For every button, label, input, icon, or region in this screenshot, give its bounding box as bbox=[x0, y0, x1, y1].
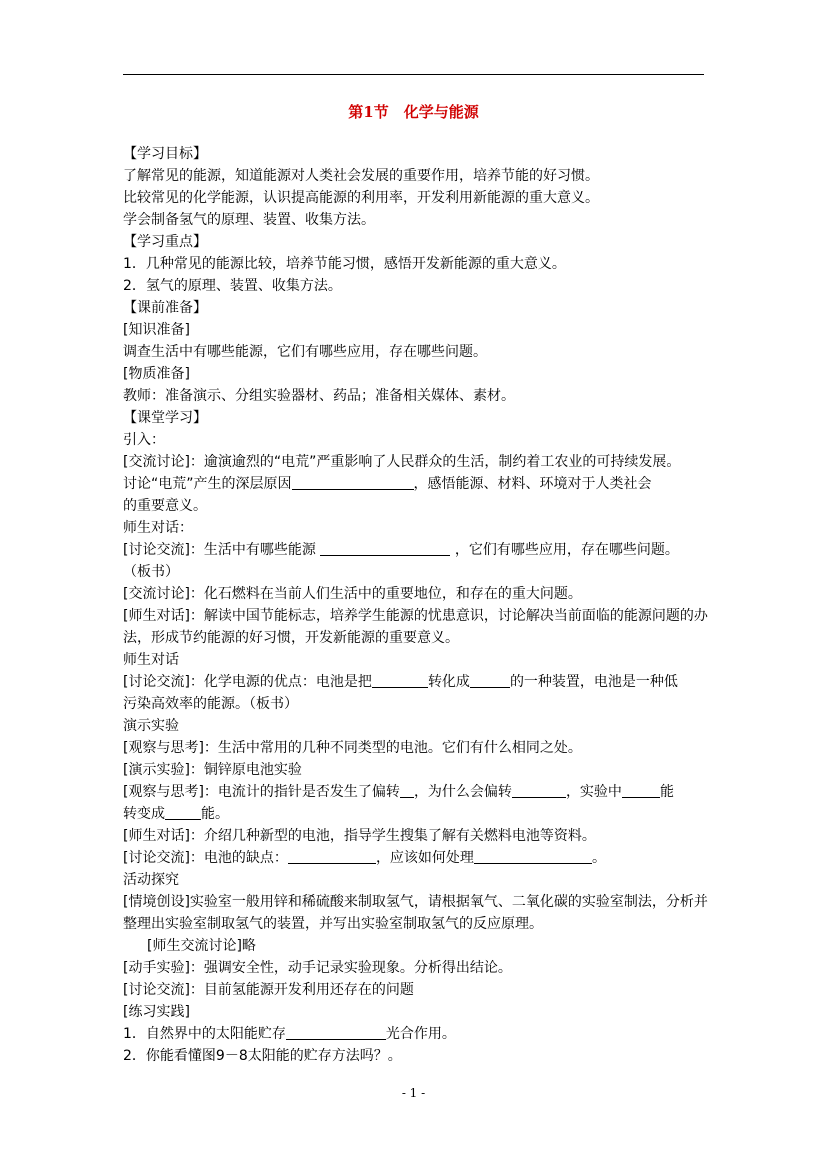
subheading-practice: [练习实践] bbox=[123, 1004, 190, 1020]
discussion-line: [师生对话]：介绍几种新型的电池，指导学生搜集了解有关燃料电池等资料。 bbox=[123, 828, 596, 844]
fill-blank[interactable] bbox=[400, 783, 414, 798]
intro-label: 引入： bbox=[123, 432, 165, 448]
dialog-label: 师生对话 bbox=[123, 652, 179, 668]
practice-item: 2．你能看懂图9－8太阳能的贮存方法吗？。 bbox=[123, 1048, 402, 1064]
objective-item: 学会制备氢气的原理、装置、收集方法。 bbox=[123, 212, 375, 228]
material-text: 教师：准备演示、分组实验器材、药品；准备相关媒体、素材。 bbox=[123, 388, 515, 404]
section-heading-objectives: 【学习目标】 bbox=[123, 146, 207, 162]
dialog-label: 师生对话： bbox=[123, 520, 193, 536]
practice-item: 1．自然界中的太阳能贮存 光合作用。 bbox=[123, 1026, 456, 1042]
discussion-paragraph: [情境创设]实验室一般用锌和稀硫酸来制取氢气，请根据氧气、二氧化碳的实验室制法，分析并整理出实验室制取氢气的装置，并写出实验室制取氢气的反应原理。 bbox=[123, 894, 708, 932]
board-note: （板书） bbox=[123, 564, 179, 580]
fill-blank[interactable] bbox=[372, 673, 428, 688]
section-heading-prep: 【课前准备】 bbox=[123, 300, 207, 316]
fill-blank[interactable] bbox=[288, 849, 376, 864]
discussion-line: [动手实验]：强调安全性，动手记录实验现象。分析得出结论。 bbox=[123, 960, 512, 976]
discussion-line: [师生交流讨论]略 bbox=[147, 938, 256, 954]
objective-item: 比较常见的化学能源，认识提高能源的利用率，开发利用新能源的重大意义。 bbox=[123, 190, 599, 206]
section-heading-keypoints: 【学习重点】 bbox=[123, 234, 207, 250]
knowledge-text: 调查生活中有哪些能源，它们有哪些应用，存在哪些问题。 bbox=[123, 344, 487, 360]
activity-label: 活动探究 bbox=[123, 872, 179, 888]
discussion-line: 转变成 能。 bbox=[123, 806, 229, 822]
discussion-line: 的重要意义。 bbox=[123, 498, 207, 514]
fill-blank[interactable] bbox=[320, 541, 450, 556]
discussion-line: [讨论交流]：电池的缺点： ，应该如何处理 。 bbox=[123, 850, 606, 866]
page-number: - 1 - bbox=[401, 1086, 426, 1100]
discussion-line: [讨论交流]：目前氢能源开发利用还存在的问题 bbox=[123, 982, 414, 998]
discussion-line: [演示实验]：铜锌原电池实验 bbox=[123, 762, 302, 778]
keypoint-item: 2．氢气的原理、装置、收集方法。 bbox=[123, 278, 342, 294]
document-body bbox=[123, 143, 709, 1067]
fill-blank[interactable] bbox=[512, 783, 566, 798]
fill-blank[interactable] bbox=[286, 1025, 386, 1040]
subheading-knowledge: [知识准备] bbox=[123, 322, 190, 338]
discussion-line: 污染高效率的能源。（板书） bbox=[123, 696, 298, 712]
discussion-line: [交流讨论]：逾演逾烈的“电荒”严重影响了人民群众的生活，制约着工农业的可持续发展。 bbox=[123, 454, 681, 470]
objective-item: 了解常见的能源，知道能源对人类社会发展的重要作用，培养节能的好习惯。 bbox=[123, 168, 599, 184]
discussion-line: [交流讨论]：化石燃料在当前人们生活中的重要地位，和存在的重大问题。 bbox=[123, 586, 582, 602]
fill-blank[interactable] bbox=[470, 673, 510, 688]
discussion-line: [讨论交流]：生活中有哪些能源 ，它们有哪些应用，存在哪些问题。 bbox=[123, 542, 679, 558]
fill-blank[interactable] bbox=[165, 805, 201, 820]
subheading-material: [物质准备] bbox=[123, 366, 190, 382]
section-heading-class: 【课堂学习】 bbox=[123, 410, 207, 426]
discussion-paragraph: [师生对话]：解读中国节能标志，培养学生能源的忧患意识，讨论解决当前面临的能源问题的办法，形成节约能源的好习惯，开发新能源的重要意义。 bbox=[123, 608, 708, 646]
discussion-line: [讨论交流]：化学电源的优点：电池是把 转化成 的一种装置，电池是一种低 bbox=[123, 674, 678, 690]
header-rule bbox=[123, 74, 704, 75]
keypoint-item: 1．几种常见的能源比较，培养节能习惯，感悟开发新能源的重大意义。 bbox=[123, 256, 566, 272]
fill-blank[interactable] bbox=[292, 475, 414, 490]
discussion-line: [观察与思考]：生活中常用的几种不同类型的电池。它们有什么相同之处。 bbox=[123, 740, 582, 756]
page-title: 第1节 化学与能源 bbox=[348, 103, 479, 121]
demo-label: 演示实验 bbox=[123, 718, 179, 734]
discussion-line: [观察与思考]：电流计的指针是否发生了偏转 ，为什么会偏转 ，实验中 能 bbox=[123, 784, 674, 800]
fill-blank[interactable] bbox=[622, 783, 660, 798]
fill-blank[interactable] bbox=[474, 849, 592, 864]
discussion-line: 讨论“电荒”产生的深层原因 ，感悟能源、材料、环境对于人类社会 bbox=[123, 476, 652, 492]
